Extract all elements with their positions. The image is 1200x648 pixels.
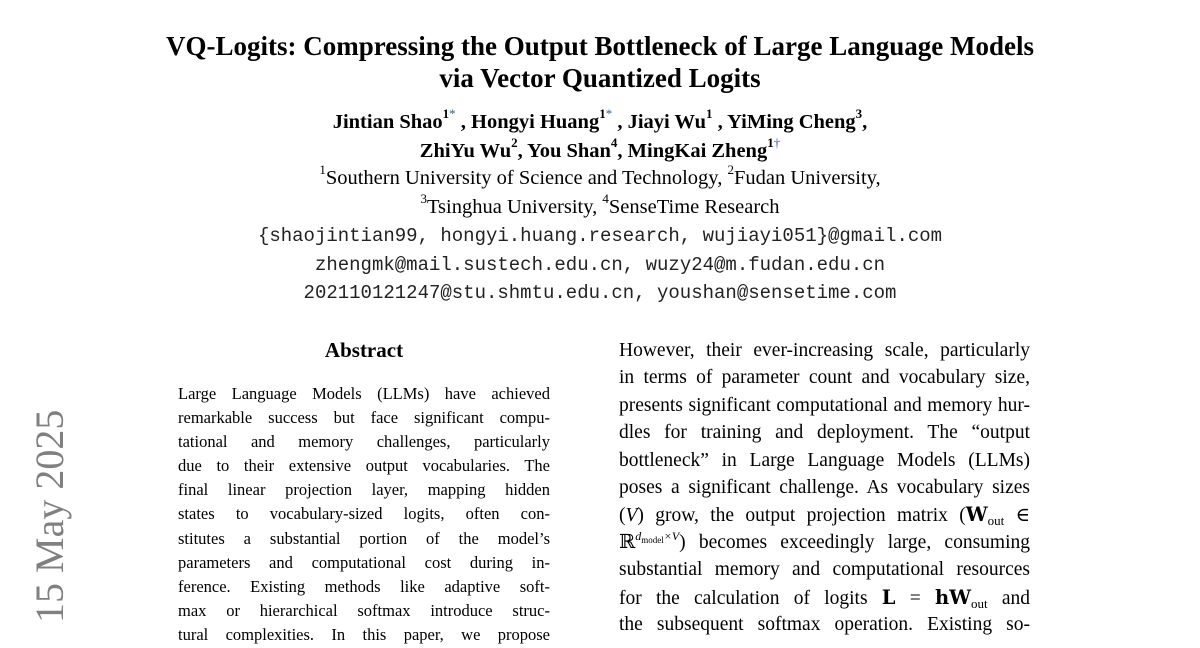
abstract-line: max or hierarchical softmax introduce struc- — [178, 600, 550, 620]
abstract-line: tural complexities. In this paper, we propose — [178, 624, 550, 644]
body-line-with-math — [619, 529, 1030, 556]
introduction-text — [619, 337, 1030, 638]
author-affil-sup: 2 — [511, 135, 518, 151]
text-run: for the calculation of logits — [619, 587, 882, 609]
email-line[interactable]: zhengmk@mail.sustech.edu.cn, wuzy24@m.fudan.edu.cn — [314, 253, 886, 276]
math-W: W — [965, 503, 988, 527]
abstract-line: remarkable success but face significant compu- — [178, 408, 550, 428]
body-line: presents significant computational and memory hur- — [619, 394, 1030, 416]
affil-name: SenseTime Research — [608, 195, 780, 218]
math-L: L — [881, 585, 896, 609]
body-line-with-math — [619, 584, 1030, 611]
body-line: poses a significant challenge. As vocabulary sizes — [619, 476, 1030, 498]
affil-sup: 4 — [602, 190, 609, 206]
body-line: However, their ever-increasing scale, particularly — [619, 340, 1030, 361]
math-reals: ℝ — [619, 531, 636, 553]
math-in-symbol: ∈ — [1004, 505, 1030, 527]
math-hW: hW — [934, 585, 972, 609]
author-emails — [100, 222, 1100, 308]
affiliation-line-1 — [100, 164, 1100, 193]
arxiv-date-stamp — [27, 405, 72, 645]
author-list — [100, 108, 1100, 166]
body-line: in terms of parameter count and vocabulary size, — [619, 367, 1030, 389]
math-superscript-d: d — [635, 528, 642, 543]
abstract-line: states to vocabulary-sized logits, often con- — [178, 504, 550, 524]
author-affil-sup: 1 — [767, 135, 774, 151]
author-name: Jiayi Wu — [627, 111, 707, 133]
paper-title — [100, 30, 1100, 94]
equal-contrib-mark[interactable]: * — [605, 106, 613, 122]
body-line: dles for training and deployment. The “output — [619, 422, 1030, 444]
author-name: YiMing Cheng — [727, 111, 856, 133]
arxiv-date-text: 15 May 2025 — [27, 409, 72, 623]
body-line-with-math — [619, 501, 1030, 528]
abstract-line: final linear projection layer, mapping hidden — [178, 480, 550, 500]
email-line[interactable]: 202110121247@stu.shmtu.edu.cn, youshan@sensetime.com — [303, 282, 897, 304]
author-name: MingKai Zheng — [627, 140, 768, 162]
author-affil-sup: 1 — [442, 106, 450, 122]
text-run: ) becomes exceedingly large, consuming — [679, 531, 1030, 553]
author-line-2: ZhiYu Wu$^2$, You Shan$^4$, MingKai Zheng$^{1\dagger}$ — [419, 135, 781, 162]
abstract-body — [178, 382, 550, 647]
abstract-line: Large Language Models (LLMs) have achieved — [178, 384, 550, 403]
text-run: ) grow, the output projection matrix ( — [637, 505, 966, 527]
author-affil-sup: 3 — [855, 106, 863, 122]
math-superscript-xV: ×V — [663, 528, 680, 543]
affil-name: Fudan University, — [733, 167, 881, 189]
affil-sup: 2 — [727, 162, 734, 178]
affil-sup: 1 — [319, 162, 326, 178]
text-run: ( — [619, 505, 626, 527]
abstract-line: parameters and computational cost during in- — [178, 552, 550, 572]
affiliation-line-2 — [100, 190, 1100, 222]
math-subscript-model: model — [641, 534, 664, 545]
abstract-line: ference. Existing methods like adaptive soft- — [178, 576, 550, 596]
author-name: ZhiYu Wu — [419, 140, 512, 162]
author-line-1: Jintian Shao$^{1*}$ , Hongyi Huang$^{1*}$ , Jiayi Wu$^1$ , YiMing Cheng$^3$, — [332, 106, 868, 133]
title-line-1: VQ-Logits: Compressing the Output Bottleneck of Large Language Models — [166, 31, 1034, 61]
affil-name: Southern University of Science and Technology, — [325, 167, 728, 189]
corresponding-author-mark[interactable]: † — [773, 135, 781, 151]
author-name: You Shan — [527, 140, 611, 162]
abstract-line: due to their extensive output vocabularies. The — [178, 456, 550, 476]
abstract-heading: Abstract — [324, 338, 404, 362]
author-affil-sup: 1 — [599, 106, 606, 122]
abstract-line: tational and memory challenges, particularly — [178, 432, 550, 452]
author-name: Hongyi Huang — [471, 111, 600, 133]
equal-contrib-mark[interactable]: * — [449, 106, 456, 122]
author-name: Jintian Shao — [332, 111, 443, 133]
author-affil-sup: 4 — [610, 135, 618, 151]
math-V: V — [625, 505, 638, 527]
email-line[interactable]: {shaojintian99, hongyi.huang.research, wujiayi051}@gmail.com — [257, 225, 943, 247]
math-subscript: out — [971, 595, 988, 611]
author-affil-sup: 1 — [706, 106, 713, 122]
body-line: substantial memory and computational resources — [619, 559, 1030, 581]
math-equals: = — [895, 587, 935, 609]
math-subscript: out — [987, 513, 1005, 529]
abstract-line: stitutes a substantial portion of the model’s — [178, 528, 550, 548]
affil-name: Tsinghua University, — [426, 195, 603, 218]
affiliations — [100, 164, 1100, 221]
text-run: and — [987, 587, 1031, 609]
body-line: bottleneck” in Large Language Models (LLMs) — [619, 449, 1030, 471]
title-line-2: via Vector Quantized Logits — [439, 63, 761, 93]
affil-sup: 3 — [420, 190, 427, 206]
body-line: the subsequent softmax operation. Existing so- — [619, 613, 1030, 635]
